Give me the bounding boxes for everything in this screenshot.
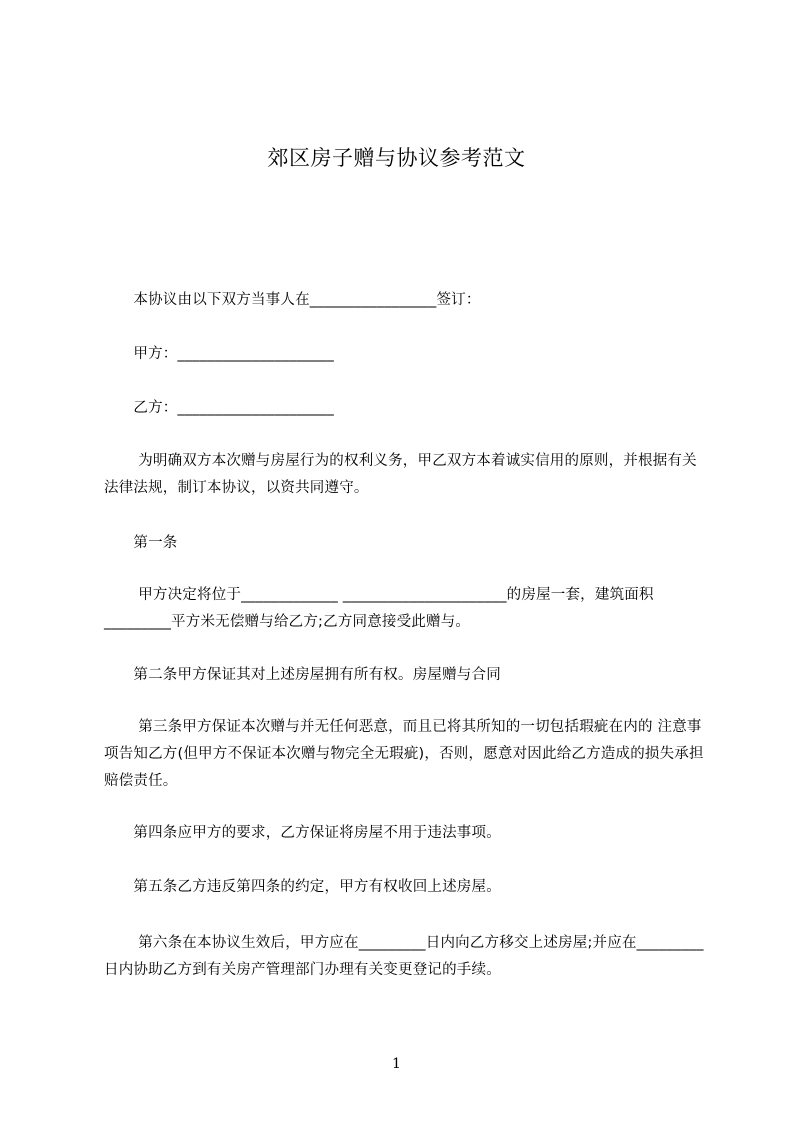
paragraph-party-b: 乙方：_____________________ bbox=[104, 400, 334, 416]
paragraph-article-1-heading: 第一条 bbox=[104, 535, 178, 551]
paragraph-article-3: 第三条甲方保证本次赠与并无任何恶意，而且已将其所知的一切包括瑕疵在内的 注意事项告知乙方(但甲方不保证本次赠与物完全无瑕疵)，否则，愿意对因此给乙方造成的损失承担赔偿责任。 bbox=[104, 719, 704, 789]
paragraph-article-2: 第二条甲方保证其对上述房屋拥有所有权。房屋赠与合同 bbox=[104, 667, 501, 683]
document-title: 郊区房子赠与协议参考范文 bbox=[267, 146, 526, 170]
paragraph-article-5: 第五条乙方违反第四条的约定，甲方有权收回上述房屋。 bbox=[104, 879, 501, 895]
paragraph-preamble: 为明确双方本次赠与房屋行为的权利义务，甲乙双方本着诚实信用的原则，并根据有关法律法规，制订本协议，以资共同遵守。 bbox=[104, 453, 697, 496]
paragraph-article-6: 第六条在本协议生效后，甲方应在_________日内向乙方移交上述房屋;并应在_________日内协助乙方到有关房产管理部门办理有关变更登记的手续。 bbox=[104, 935, 704, 978]
paragraph-article-4: 第四条应甲方的要求，乙方保证将房屋不用于违法事项。 bbox=[104, 825, 501, 841]
paragraph-signing-place: 本协议由以下双方当事人在_________________签订： bbox=[104, 292, 481, 308]
paragraph-article-1: 甲方决定将位于_____________ ______________________的房屋一套，建筑面积_________平方米无偿赠与给乙方;乙方同意接受此赠与。 bbox=[104, 587, 654, 630]
page-number: 1 bbox=[392, 1056, 401, 1072]
paragraph-party-a: 甲方：_____________________ bbox=[104, 346, 334, 362]
